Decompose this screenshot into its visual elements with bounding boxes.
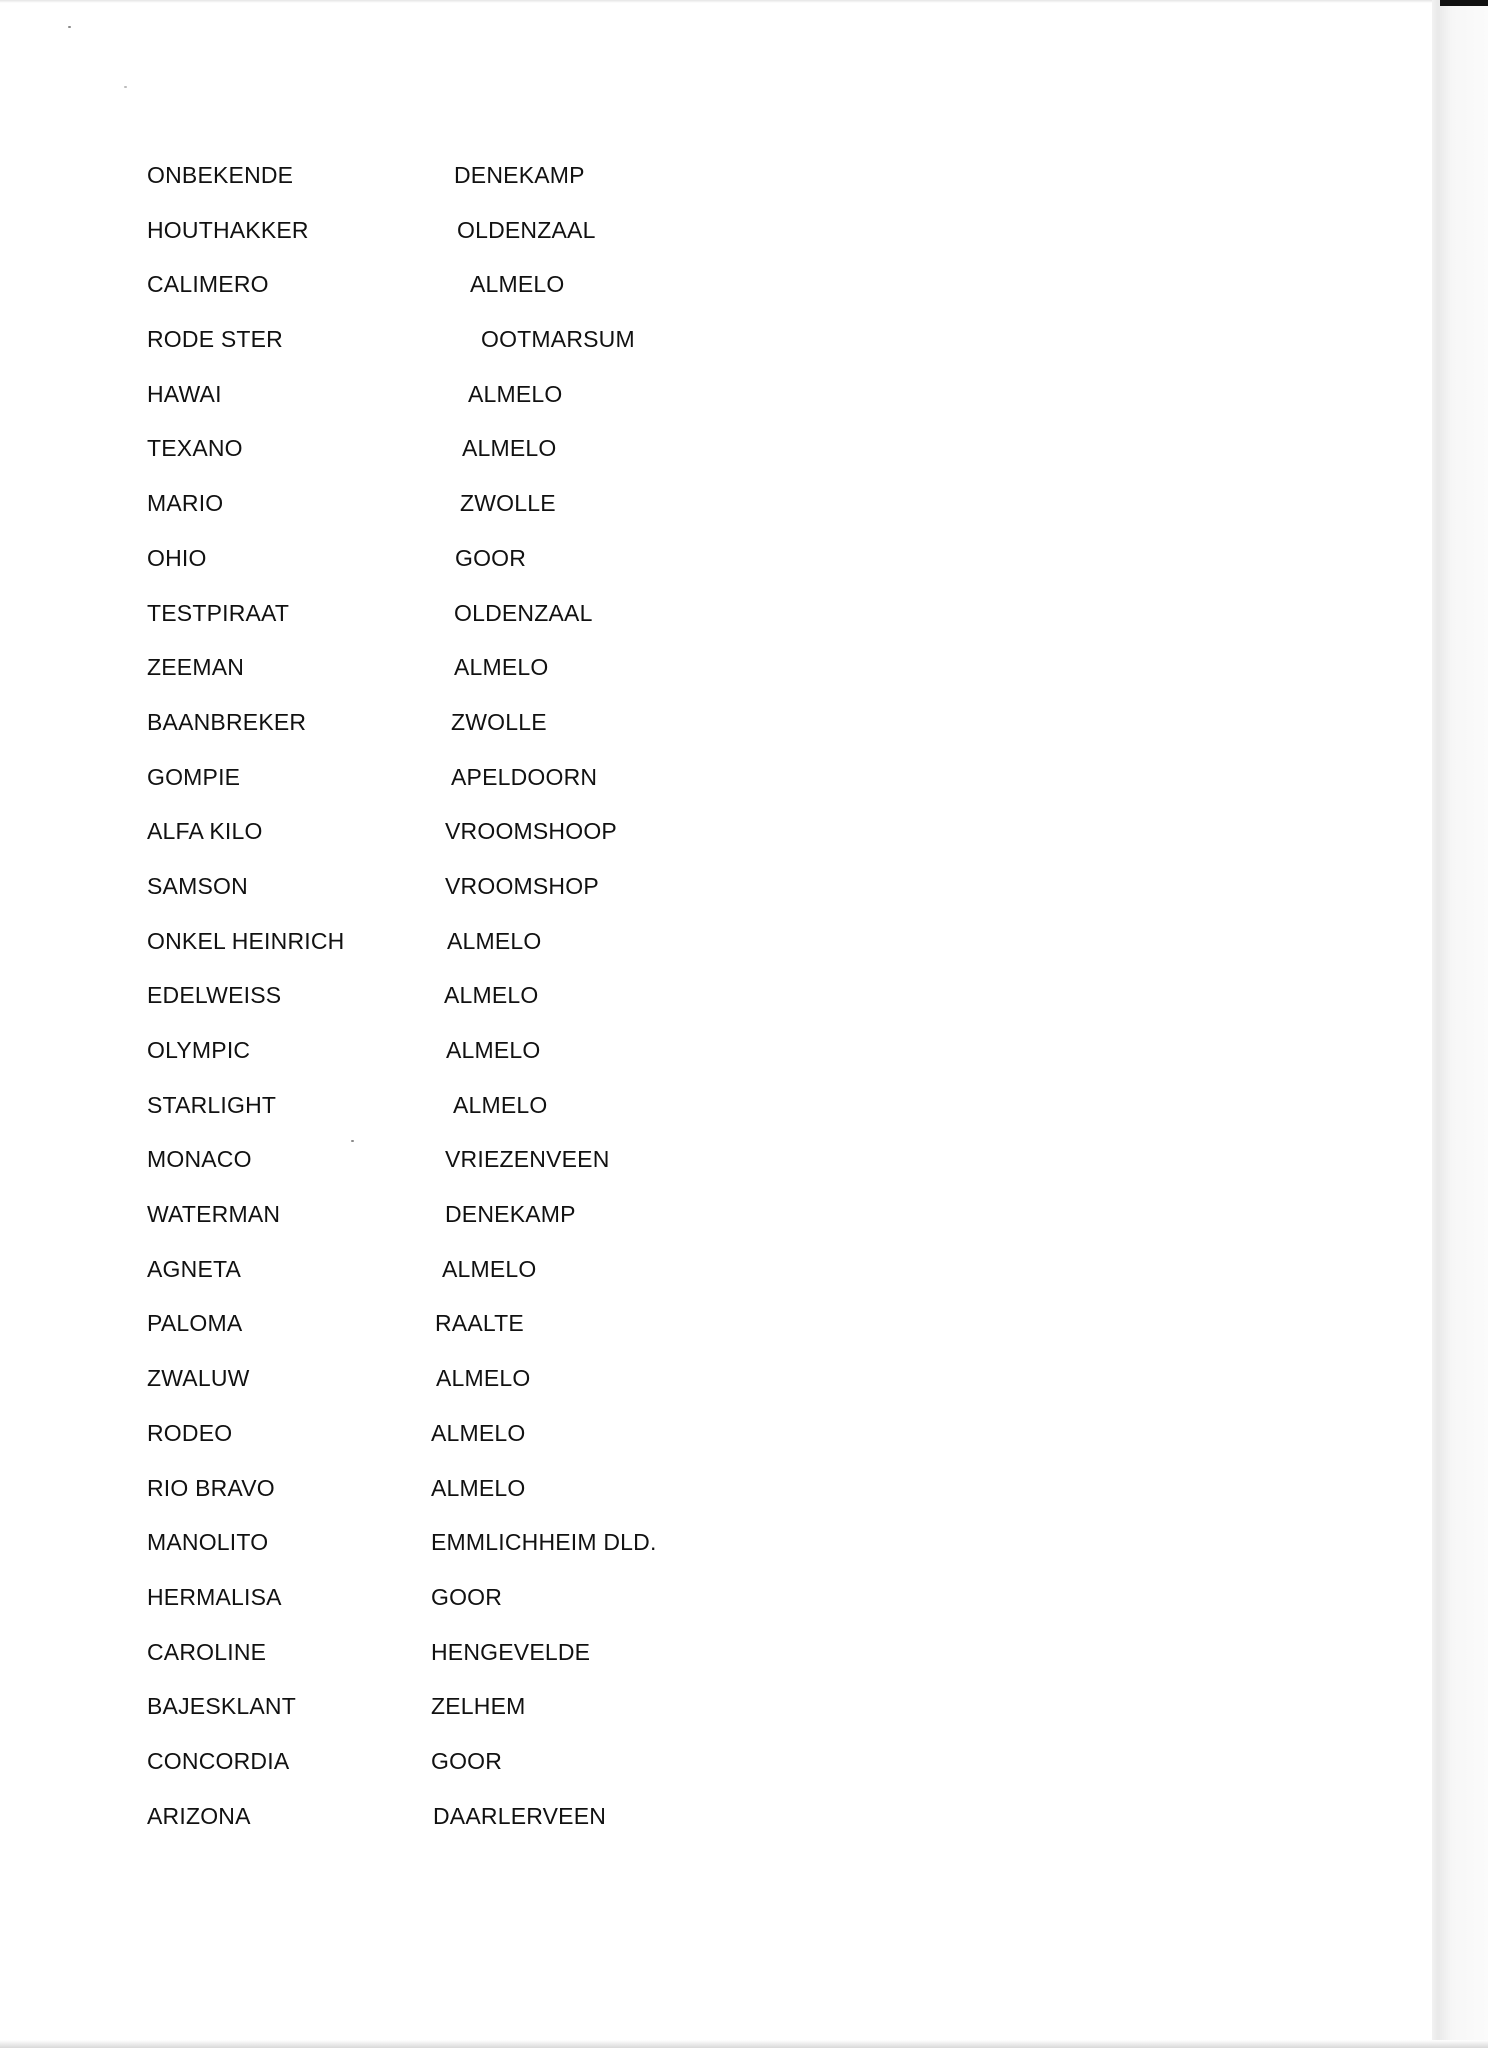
scan-edge-bottom	[0, 2040, 1488, 2048]
list-row	[0, 752, 900, 807]
list-row	[0, 533, 900, 588]
list-row	[0, 150, 900, 205]
entry-place: DENEKAMP	[445, 1201, 576, 1228]
list-row	[0, 1244, 900, 1299]
list-row	[0, 1298, 900, 1353]
entry-place: ALMELO	[462, 435, 557, 462]
entry-name: MANOLITO	[147, 1529, 269, 1556]
entry-name: CALIMERO	[147, 271, 269, 298]
entry-place: EMMLICHHEIM DLD.	[431, 1529, 657, 1556]
entry-name: TEXANO	[147, 435, 243, 462]
list-row	[0, 806, 900, 861]
scan-edge-top	[0, 0, 1432, 3]
entry-name: AGNETA	[147, 1255, 242, 1282]
scan-speck	[68, 26, 71, 28]
entry-place: OLDENZAAL	[457, 216, 596, 243]
list-row	[0, 588, 900, 643]
list-row	[0, 1080, 900, 1135]
scan-edge-mark	[1440, 0, 1488, 6]
entry-name: MARIO	[147, 490, 224, 517]
entry-place: HENGEVELDE	[431, 1638, 591, 1665]
entry-place: DAARLERVEEN	[433, 1802, 607, 1829]
entry-name: RODE STER	[147, 326, 283, 353]
entry-name: ZWALUW	[147, 1365, 250, 1392]
entry-place: ALMELO	[431, 1419, 526, 1446]
entry-place: ALMELO	[436, 1365, 531, 1392]
list-row	[0, 314, 900, 369]
entry-name: OHIO	[147, 544, 207, 571]
entry-place: GOOR	[431, 1583, 503, 1610]
entry-place: VRIEZENVEEN	[445, 1146, 610, 1173]
entry-name: ALFA KILO	[147, 818, 263, 845]
entry-name: ZEEMAN	[147, 654, 245, 681]
list-row	[0, 697, 900, 752]
entry-name: RODEO	[147, 1419, 233, 1446]
entry-place: ALMELO	[453, 1091, 548, 1118]
entry-name: HAWAI	[147, 380, 222, 407]
list-row	[0, 1408, 900, 1463]
list-row	[0, 205, 900, 260]
list-row	[0, 1463, 900, 1518]
entry-name: STARLIGHT	[147, 1091, 277, 1118]
entry-name: HERMALISA	[147, 1583, 282, 1610]
entry-name: CAROLINE	[147, 1638, 267, 1665]
entry-name: ONKEL HEINRICH	[147, 927, 345, 954]
entry-place: ALMELO	[470, 271, 565, 298]
entry-place: OLDENZAAL	[454, 599, 593, 626]
entry-place: ALMELO	[454, 654, 549, 681]
entry-name: RIO BRAVO	[147, 1474, 275, 1501]
entry-place: ZELHEM	[431, 1693, 526, 1720]
list-row	[0, 1627, 900, 1682]
entry-name: BAJESKLANT	[147, 1693, 296, 1720]
scan-edge-right	[1432, 0, 1488, 2048]
entry-place: ZWOLLE	[460, 490, 556, 517]
list-row	[0, 1736, 900, 1791]
list-row	[0, 369, 900, 424]
entry-place: RAALTE	[435, 1310, 524, 1337]
scan-speck	[124, 86, 127, 88]
list-row	[0, 916, 900, 971]
list-row	[0, 1134, 900, 1189]
entry-name: PALOMA	[147, 1310, 243, 1337]
entry-name: EDELWEISS	[147, 982, 282, 1009]
entry-name: ONBEKENDE	[147, 162, 294, 188]
entry-name: WATERMAN	[147, 1201, 281, 1228]
entry-place: ALMELO	[447, 927, 542, 954]
entry-name: OLYMPIC	[147, 1037, 251, 1063]
entry-name: GOMPIE	[147, 763, 241, 790]
list-row	[0, 1189, 900, 1244]
entry-place: OOTMARSUM	[481, 326, 635, 353]
list-row	[0, 1681, 900, 1736]
entry-place: GOOR	[455, 544, 527, 571]
entry-place: ALMELO	[446, 1037, 541, 1063]
list-row	[0, 1353, 900, 1408]
list-row	[0, 1025, 900, 1080]
entry-place: GOOR	[431, 1747, 503, 1774]
list-row	[0, 1572, 900, 1627]
list-row	[0, 861, 900, 916]
entry-place: ALMELO	[431, 1474, 526, 1501]
list-row	[0, 642, 900, 697]
entry-place: ZWOLLE	[451, 708, 547, 735]
entry-place: APELDOORN	[451, 763, 598, 790]
entry-name: SAMSON	[147, 872, 248, 899]
list-row	[0, 478, 900, 533]
list-row	[0, 259, 900, 314]
entry-place: VROOMSHOP	[445, 872, 599, 899]
entry-name: HOUTHAKKER	[147, 216, 309, 243]
list-row	[0, 423, 900, 478]
list-row	[0, 1791, 900, 1846]
entry-name: CONCORDIA	[147, 1747, 290, 1774]
entry-name: BAANBREKER	[147, 708, 307, 735]
entry-place: VROOMSHOOP	[445, 818, 617, 845]
entry-place: ALMELO	[444, 982, 539, 1009]
list-row	[0, 1517, 900, 1572]
entry-name: ARIZONA	[147, 1802, 251, 1829]
name-place-list	[0, 150, 900, 1845]
entry-name: TESTPIRAAT	[147, 599, 290, 626]
entry-place: ALMELO	[468, 380, 563, 407]
entry-place: DENEKAMP	[454, 162, 585, 188]
entry-place: ALMELO	[442, 1255, 537, 1282]
list-row	[0, 970, 900, 1025]
entry-name: MONACO	[147, 1146, 252, 1173]
